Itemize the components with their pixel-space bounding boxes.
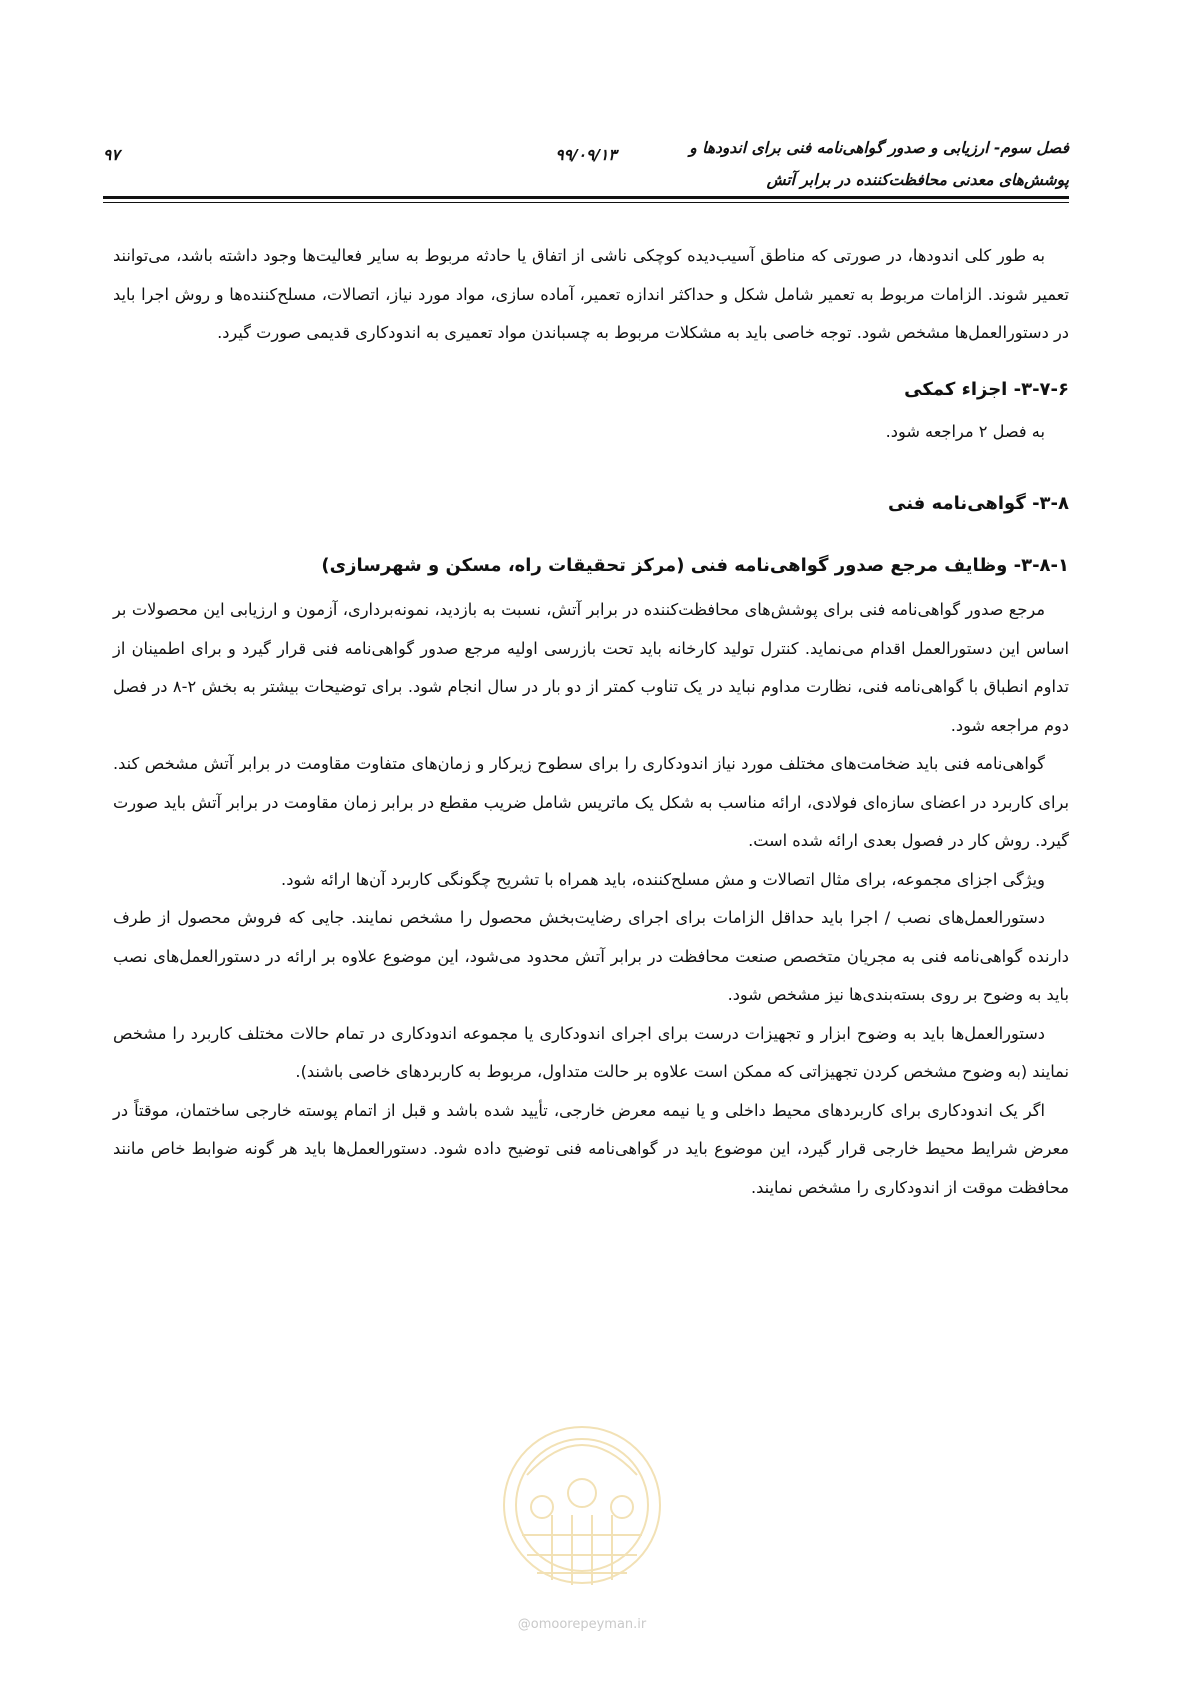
paragraph-installation-instructions: دستورالعمل‌های نصب / اجرا باید حداقل الزامات برای اجرای رضایت‌بخش محصول را مشخص نمایند. جایی که فروش محصول از طرف دارنده گواهی‌نامه فنی به مجریان متخصص صنعت محافظت در برابر آتش محدود می‌شود، این موضوع علاوه بر ارائه در دستورالعمل‌های نصب باید به وضوح بر روی بسته‌بندی‌ها نیز مشخص شود. <box>113 908 1069 1004</box>
paragraph-auxiliary-reference: به فصل ۲ مراجعه شود. <box>885 421 1045 441</box>
heading-issuer-duties: ۳-۸-۱- وظایف مرجع صدور گواهی‌نامه فنی (مرکز تحقیقات راه، مسکن و شهرسازی) <box>321 555 1069 576</box>
heading-technical-certificate: ۳-۸- گواهی‌نامه فنی <box>888 493 1069 514</box>
chapter-title <box>569 132 1069 196</box>
paragraph-repair: به طور کلی اندودها، در صورتی که مناطق آسیب‌دیده کوچکی ناشی از اتفاق یا حادثه مربوط به سایر فعالیت‌ها وجود داشته باشد، می‌توانند تعمیر شوند. الزامات مربوط به تعمیر شامل شکل و حداکثر اندازه تعمیر، آماده سازی، مواد مورد نیاز، اتصالات، مسلح‌کننده‌ها و روش اجرا باید در دستورالعمل‌ها مشخص شود. توجه خاصی باید به مشکلات مربوط به چسباندن مواد تعمیری به اندودکاری قدیمی صورت گیرد. <box>113 246 1069 342</box>
paragraph-issuer-duties: مرجع صدور گواهی‌نامه فنی برای پوشش‌های محافظت‌کننده در برابر آتش، نسبت به بازدید، نمونه‌برداری، آزمون و ارزیابی این محصولات بر اساس این دستورالعمل اقدام می‌نماید. کنترل تولید کارخانه باید تحت بازرسی اولیه مرجع صدور گواهی‌نامه فنی قرار گیرد و برای اطمینان از تداوم انطباق با گواهی‌نامه فنی، نظارت مداوم نباید در یک تناوب کمتر از دو بار در سال انجام شود. برای توضیحات بیشتر به بخش ۲-۸ در فصل دوم مراجعه شود. <box>113 600 1069 735</box>
page-number: ۹۷ <box>103 146 120 164</box>
chapter-title-line-2: پوشش‌های معدنی محافظت‌کننده در برابر آتش <box>766 171 1069 189</box>
paragraph-thickness: گواهی‌نامه فنی باید ضخامت‌های مختلف مورد نیاز اندودکاری را برای سطوح زیرکار و زمان‌های متفاوت مقاومت در برابر آتش مشخص کند. برای کاربرد در اعضای سازه‌ای فولادی، ارائه مناسب به شکل یک ماتریس شامل ضریب مقطع در برابر زمان مقاومت در برابر آتش باید صورت گیرد. روش کار در فصول بعدی ارائه شده است. <box>113 754 1069 850</box>
paragraph-components: ویژگی اجزای مجموعه، برای مثال اتصالات و مش مسلح‌کننده، باید همراه با تشریح چگونگی کاربرد آن‌ها ارائه شود. <box>281 869 1045 889</box>
header-rule-thin <box>103 202 1069 203</box>
page-content <box>113 237 1069 1207</box>
header-date: ۹۹/۰۹/۱۳ <box>555 146 617 164</box>
chapter-title-line-1: فصل سوم- ارزیابی و صدور گواهی‌نامه فنی برای اندودها و <box>689 139 1069 157</box>
header-rule-thick <box>103 196 1069 199</box>
watermark-site: @omoorepeyman.ir <box>517 1617 647 1632</box>
paragraph-tools-equipment: دستورالعمل‌ها باید به وضوح ابزار و تجهیزات درست برای اجرای اندودکاری یا مجموعه اندودکاری در تمام حالات مختلف کاربرد را مشخص نمایند (به وضوح مشخص کردن تجهیزاتی که ممکن است علاوه بر حالت متداول، مربوط به کاربردهای خاصی باشند). <box>113 1023 1069 1081</box>
paragraph-external-exposure: اگر یک اندودکاری برای کاربردهای محیط داخلی و یا نیمه معرض خارجی، تأیید شده باشد و قبل از اتمام پوسته خارجی ساختمان، موقتاً در معرض شرایط محیط خارجی قرار گیرد، این موضوع باید در گواهی‌نامه فنی توضیح داده شود. دستورالعمل‌ها باید هر گونه ضوابط خاص مانند محافظت موقت از اندودکاری را مشخص نمایند. <box>113 1100 1069 1197</box>
page-header <box>103 128 1069 196</box>
watermark-logo-icon <box>497 1395 667 1605</box>
heading-auxiliary-components: ۳-۷-۶- اجزاء کمکی <box>904 378 1069 400</box>
